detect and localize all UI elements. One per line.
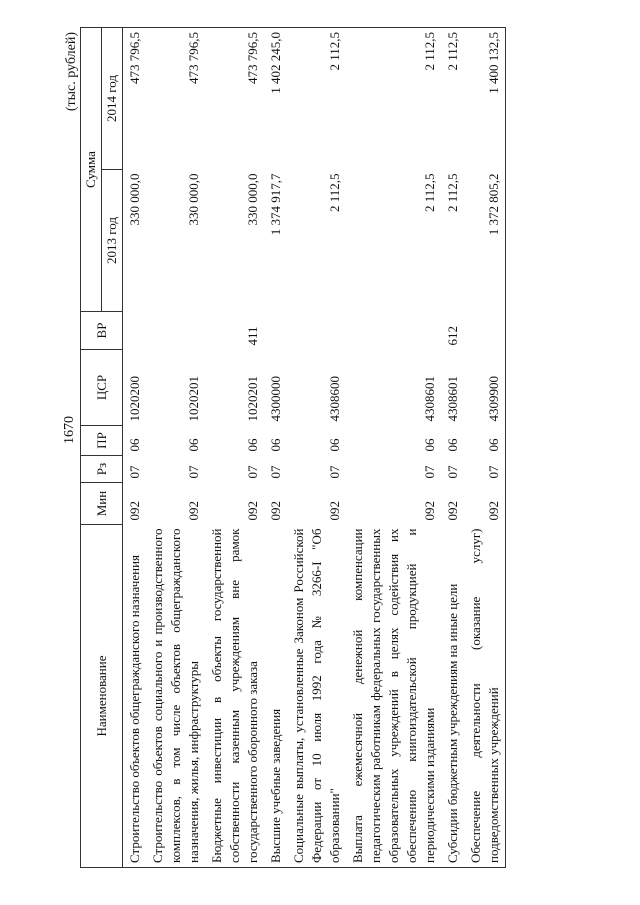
row-pr: 06 [445, 438, 460, 452]
row-vr [287, 312, 346, 350]
row-pr: 06 [186, 438, 201, 452]
table-row [464, 28, 506, 868]
header-sum: Сумма [81, 28, 102, 312]
table-row [264, 28, 287, 868]
row-name: Строительство объектов общегражданского назначения [123, 525, 147, 868]
row-csr: 1020200 [127, 376, 142, 422]
table-row [123, 28, 147, 868]
row-sum-2013: 330 000,0 [186, 173, 201, 226]
row-name: Выплата ежемесячной денежной компенсации педагогическим работникам федеральных государственных образовательных учреждений в целях содействия их обеспечению книгоиздательской продукцией и периодическими изданиями [346, 525, 441, 868]
header-pr: ПР [81, 426, 123, 456]
row-rz: 07 [127, 465, 142, 479]
row-pr: 06 [327, 438, 342, 452]
page-number: 1670 [62, 416, 77, 444]
table-row [146, 28, 205, 868]
row-min: 092 [445, 501, 460, 521]
row-vr [123, 312, 147, 350]
row-pr: 06 [127, 438, 142, 452]
row-csr: 4308601 [445, 376, 460, 422]
table-row [205, 28, 264, 868]
row-name: Субсидии бюджетным учреждениям на иные цели [441, 525, 464, 868]
row-min: 092 [127, 501, 142, 521]
row-rz: 07 [268, 465, 283, 479]
row-rz: 07 [464, 456, 506, 483]
row-pr: 06 [245, 438, 260, 452]
row-sum-2014: 2 112,5 [441, 28, 464, 170]
row-sum-2013: 1 374 917,7 [268, 173, 283, 236]
header-min: Мин [81, 483, 123, 525]
row-name: Бюджетные инвестиции в объекты государственной собственности казенным учреждениям вне рамок государственного оборонного заказа [205, 525, 264, 868]
row-vr [464, 312, 506, 350]
header-year-2014: 2014 год [102, 28, 123, 170]
row-vr [264, 312, 287, 350]
row-name: Обеспечение деятельности (оказание услуг) подведомственных учреждений [464, 525, 506, 868]
row-rz: 07 [327, 465, 342, 479]
table-header [81, 28, 123, 868]
row-sum-2013: 2 112,5 [422, 173, 437, 213]
row-min: 092 [245, 501, 260, 521]
row-sum-2013: 2 112,5 [445, 173, 460, 213]
table-row [441, 28, 464, 868]
row-min: 092 [268, 501, 283, 521]
row-sum-2014: 473 796,5 [146, 28, 205, 170]
table-row [346, 28, 441, 868]
header-rz: Рз [81, 456, 123, 483]
row-csr: 1020201 [245, 376, 260, 422]
units-note: (тыс. рублей) [64, 32, 79, 112]
row-vr [146, 312, 205, 350]
row-sum-2014: 1 402 245,0 [264, 28, 287, 170]
row-sum-2014: 473 796,5 [123, 28, 147, 170]
header-name: Наименование [81, 525, 123, 868]
row-sum-2013: 330 000,0 [245, 173, 260, 226]
row-vr: 612 [445, 326, 460, 346]
header-vr: ВР [81, 312, 123, 350]
row-rz: 07 [422, 465, 437, 479]
row-name: Социальные выплаты, установленные Законом Российской Федерации от 10 июля 1992 года № 3266-I "Об образовании" [287, 525, 346, 868]
row-csr: 1020201 [186, 376, 201, 422]
row-rz: 07 [186, 465, 201, 479]
row-sum-2013: 1 372 805,2 [464, 170, 506, 312]
row-min: 092 [186, 501, 201, 521]
row-name: Строительство объектов социального и производственного комплексов, в том числе объектов общегражданского назначения, жилья, инфраструктуры [146, 525, 205, 868]
row-sum-2014: 2 112,5 [287, 28, 346, 170]
row-name: Высшие учебные заведения [264, 525, 287, 868]
row-sum-2014: 2 112,5 [346, 28, 441, 170]
row-sum-2013: 330 000,0 [127, 173, 142, 226]
header-csr: ЦСР [81, 350, 123, 426]
row-min: 092 [464, 483, 506, 525]
row-csr: 4308601 [422, 376, 437, 422]
row-sum-2014: 1 400 132,5 [464, 28, 506, 170]
row-rz: 07 [245, 465, 260, 479]
row-pr: 06 [268, 438, 283, 452]
header-year-2013: 2013 год [102, 170, 123, 312]
row-csr: 4308600 [327, 376, 342, 422]
table-row [287, 28, 346, 868]
row-vr [346, 312, 441, 350]
row-rz: 07 [445, 465, 460, 479]
table-body [123, 28, 506, 868]
row-sum-2013: 2 112,5 [327, 173, 342, 213]
row-min: 092 [327, 501, 342, 521]
row-csr: 4309900 [464, 350, 506, 426]
budget-table [80, 27, 506, 868]
row-vr: 411 [245, 326, 260, 346]
row-csr: 4300000 [268, 376, 283, 422]
row-sum-2014: 473 796,5 [205, 28, 264, 170]
row-pr: 06 [422, 438, 437, 452]
row-min: 092 [422, 501, 437, 521]
row-pr: 06 [464, 426, 506, 456]
